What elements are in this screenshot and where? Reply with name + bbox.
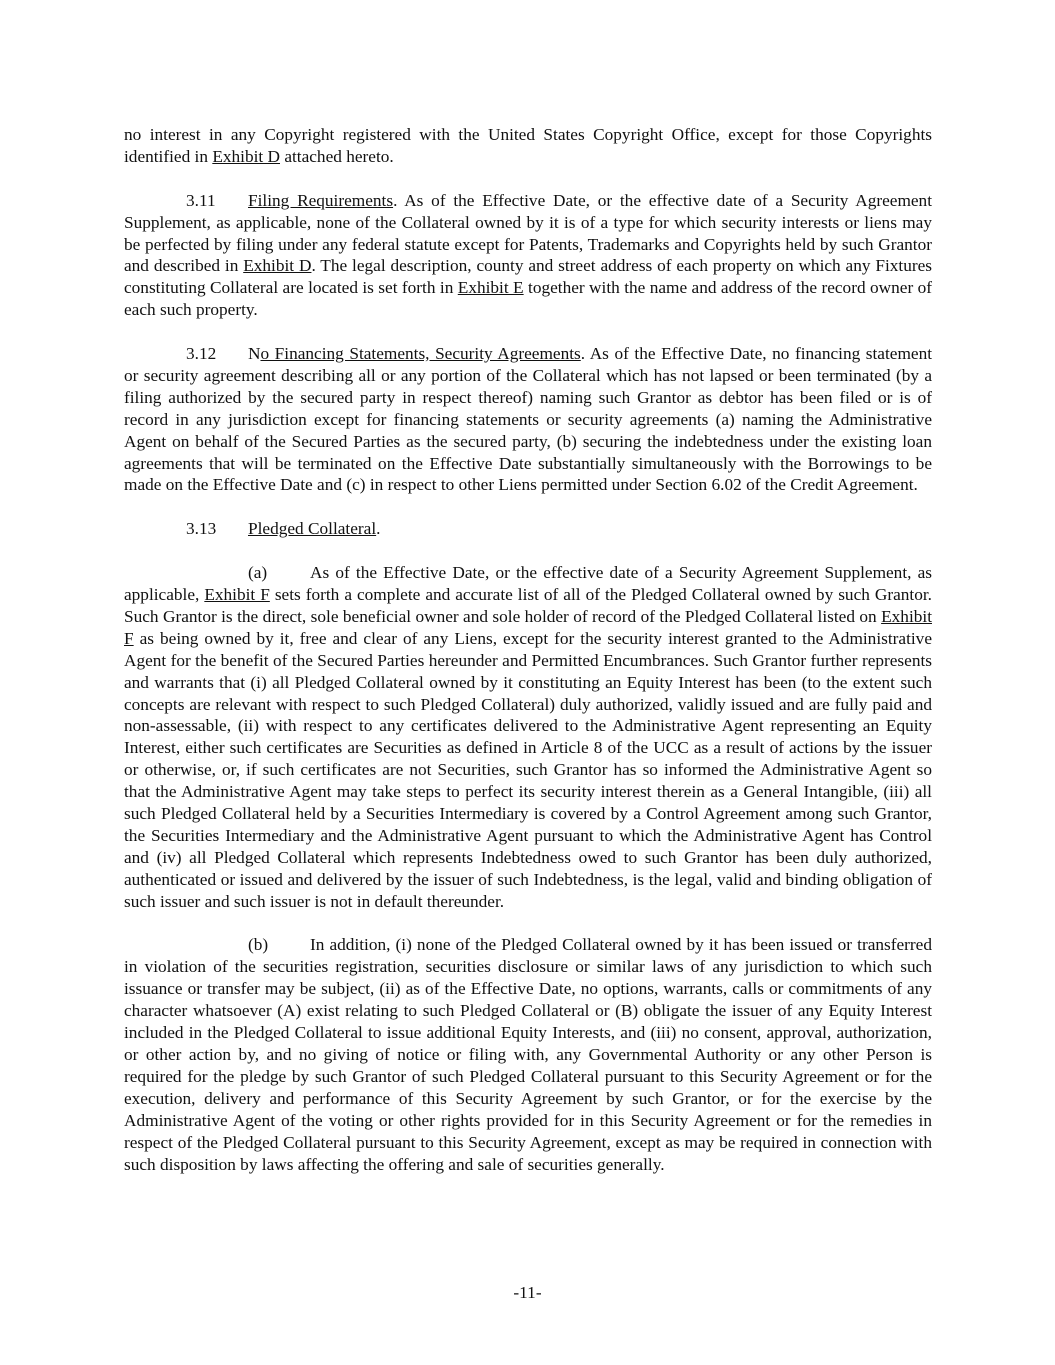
section-heading-lead: N [248,344,261,364]
page-number: -11- [513,1283,542,1302]
exhibit-f-reference: Exhibit F [204,584,270,604]
section-heading: Filing Requirements [248,190,394,210]
exhibit-e-reference: Exhibit E [457,278,524,298]
exhibit-d-reference: Exhibit D [212,146,280,166]
exhibit-f-reference: Exhibit F [124,606,932,648]
section-3-11: 3.11 Filing Requirements. As of the Effective Date, or the effective date of a Security Agreement Supplement, as applicable, none of the Collateral owned by it is of a type for which security interests or liens may be perfected by filing under any federal statute except for Patents, Trademarks and Copyrights held by such Grantor and described in Exhibit D. The legal description, county and street address of each property on which any Fixtures constituting Collateral are located is set forth in Exhibit E together with the name and address of the record owner of each such property. [124,190,932,320]
section-number: 3.13 [186,519,217,539]
section-number: 3.11 [186,190,216,210]
document-page [124,124,932,1175]
section-3-13: 3.13 Pledged Collateral. [186,519,381,539]
clause-label: (b) [248,935,269,955]
section-heading: o Financing Statements, Security Agreements [260,344,581,364]
section-3-13-b: (b) In addition, (i) none of the Pledged Collateral owned by it has been issued or transferred in violation of the securities registration, securities disclosure or similar laws of any jurisdiction to which such issuance or transfer may be subject, (ii) as of the Effective Date, no options, warrants, calls or commitments of any character whatsoever (A) exist relating to such Pledged Collateral or (B) obligate the issuer of any Equity Interest included in the Pledged Collateral to issue additional Equity Interests, and (iii) no consent, approval, authorization, or other action by, and no giving of notice or filing with, any Governmental Authority or any other Person is required for the pledge by such Grantor of such Pledged Collateral pursuant to this Security Agreement or for the execution, delivery and performance of this Security Agreement by such Grantor, or for the exercise by the Administrative Agent of the voting or other rights provided for in this Security Agreement or for the remedies in respect of the Pledged Collateral pursuant to this Security Agreement, except as may be required in connection with such disposition by laws affecting the offering and sale of securities generally. [124,935,932,1174]
section-number: 3.12 [186,344,217,364]
intro-paragraph: no interest in any Copyright registered with the United States Copyright Office, except for those Copyrights identified in Exhibit D attached hereto. [124,125,932,166]
section-heading: Pledged Collateral [248,519,377,539]
exhibit-d-reference: Exhibit D [243,256,312,276]
section-3-12: 3.12 No Financing Statements, Security Agreements. As of the Effective Date, no financing statement or security agreement describing all or any portion of the Collateral which has not lapsed or been terminated (by a filing authorized by the secured party in respect thereof) naming such Grantor as debtor has been filed or is of record in any jurisdiction except for financing statements or security agreements (a) naming the Administrative Agent on behalf of the Secured Parties as the secured party, (b) securing the indebtedness under the existing loan agreements that will be terminated on the Effective Date substantially simultaneously with the Borrowings to be made on the Effective Date and (c) in respect to other Liens permitted under Section 6.02 of the Credit Agreement. [124,344,933,495]
section-3-13-a: (a) As of the Effective Date, or the effective date of a Security Agreement Supplement, as applicable, Exhibit F sets forth a complete and accurate list of all of the Pledged Collateral owned by such Grantor. Such Grantor is the direct, sole beneficial owner and sole holder of record of the Pledged Collateral listed on Exhibit F as being owned by it, free and clear of any Liens, except for the security interest granted to the Administrative Agent for the benefit of the Secured Parties hereunder and Permitted Encumbrances. Such Grantor further represents and warrants that (i) all Pledged Collateral owned by it constituting an Equity Interest has been (to the extent such concepts are relevant with respect to such Pledged Collateral) duly authorized, validly issued and are fully paid and non-assessable, (ii) with respect to any certificates delivered to the Administrative Agent representing an Equity Interest, either such certificates are Securities as defined in Article 8 of the UCC as a result of actions by the issuer or otherwise, or, if such certificates are not Securities, such Grantor has so informed the Administrative Agent so that the Administrative Agent may take steps to perfect its security interest therein as a General Intangible, (iii) all such Pledged Collateral held by a Securities Intermediary is covered by a Control Agreement among such Grantor, the Securities Intermediary and the Administrative Agent pursuant to which the Administrative Agent has Control and (iv) all Pledged Collateral which represents Indebtedness owed to such Grantor has been duly authorized, authenticated or issued and delivered by the issuer of such Indebtedness, is the legal, valid and binding obligation of such issuer and such issuer is not in default thereunder. [124,563,932,911]
clause-label: (a) [248,563,268,583]
